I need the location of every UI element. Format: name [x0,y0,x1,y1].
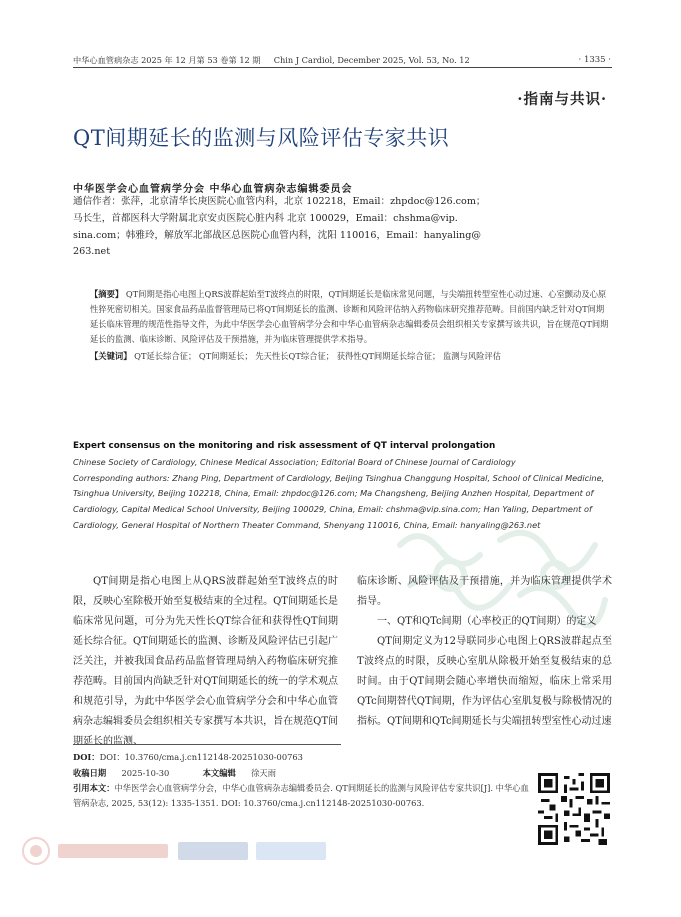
english-title: Expert consensus on the monitoring and risk assessment of QT interval prolongation [73,441,496,451]
qr-code-icon[interactable] [538,773,610,845]
article-title: QT间期延长的监测与风险评估专家共识 [73,126,450,150]
journal-cn: 中华心血管病杂志 2025 年 12 月第 53 卷第 12 期 [73,55,261,65]
english-org: Chinese Society of Cardiology, Chinese Medical Association; Editorial Board of Chinese Journal of Cardiology [73,456,516,467]
received-date: 2025-10-30 [121,768,170,778]
corresp-line: sina.com；韩雅玲，解放军北部战区总医院心血管内科，沈阳 110016，Email：hanyaling@ [73,229,481,241]
cite-label: 引用本文： [73,783,115,793]
abstract-label: 【摘要】 [90,289,124,299]
english-corresponding: Corresponding authors: Zhang Ping, Department of Cardiology, Beijing Tsinghua Changgung Hospital, School of Clinical Medicine, Tsinghua University, Beijing 102218, China, Email: zhpdoc@126.com; Ma Changsheng, Beijing Anzhen Hospital, Department of Cardiology, Capital Medical School University, Beijing 100029, China, Email: chshma@vip.sina.com; Han Yaling, Department of Cardiology, General Hospital of Northern Theater Command, Shenyang 110016, China, Email: hanyaling@263.net [73,472,605,530]
publisher-logo-icon [8,836,338,866]
body-paragraph: 临床诊断、风险评估及干预措施，并为临床管理提供学术指导。 [357,576,612,607]
abstract-cn [90,287,610,364]
journal-en: Chin J Cardiol, December 2025, Vol. 53, No. 12 [273,55,470,65]
body-paragraph: QT间期定义为12导联同步心电图上QRS波群起点至T波终点的时限，反映心室肌从除极开始至复极结束的总时间。由于QT间期会随心率增快而缩短，临床上常采用QTc间期替代QT间期，作为评估心室肌复极与除极情况的指标。QT间期和QTc间期延长与尖端扭转型室性心动过速 [357,636,612,727]
editor-name: 徐天雨 [251,768,276,778]
body-column-right [357,572,612,732]
body-paragraph: QT间期是指心电图上从QRS波群起始至T波终点的时限，反映心室除极开始至复极结束的全过程。QT间期延长是临床常见问题，可分为先天性长QT综合征和获得性QT间期延长综合征。QT间期延长的监测、诊断及风险评估已引起广泛关注，并被我国食品药品监督管理局纳入药物临床研究推荐范畴。目前国内尚缺乏针对QT间期延长的统一的学术观点和规范引导，为此中华医学会心血管病学分会和中华心血管病杂志编辑委员会组织相关专家撰写本共识，旨在规范QT间期延长的监测、 [73,576,338,747]
dates-line [73,766,533,781]
author-groups: 中华医学会心血管病学分会 中华心血管病杂志编辑委员会 [73,184,353,195]
cite-text: 中华医学会心血管病学分会，中华心血管病杂志编辑委员会. QT间期延长的监测与风险评估专家共识[J]. 中华心血管病杂志, 2025, 53(12): 1335-1351. DOI: 10.3760/cma.j.cn112148-20251030-00763. [73,783,529,808]
received-label: 收稿日期 [73,768,107,778]
corresp-line: 通信作者：张萍，北京清华长庚医院心血管内科，北京 102218，Email：zhpdoc@126.com； [73,196,486,207]
doi-line: DOI：DOI：10.3760/cma.j.cn112148-20251030-00763 [73,752,303,762]
abstract-text: QT间期是指心电图上QRS波群起始至T波终点的时限，QT间期延长是临床常见问题，与尖端扭转型室性心动过速、心室颤动及心原性猝死密切相关。国家食品药品监督管理局已将QT间期延长的监测、诊断和风险评估纳入药物临床研究推荐范畴。目前国内缺乏针对QT间期延长临床管理的规范性指导文件，为此中华医学会心血管病学分会和中华心血管病杂志编辑委员会组织相关专家撰写该共识，旨在规范QT间期延长的监测、临床诊断、风险评估及干预措施，并为临床管理提供学术指导。 [90,289,609,344]
corresp-line: 263.net [73,246,111,258]
running-header [73,55,470,66]
header-divider [73,67,612,68]
corresponding-authors [73,194,613,261]
keywords-label: 【关键词】 [90,351,132,361]
doi-value: DOI：10.3760/cma.j.cn112148-20251030-00763 [99,752,303,762]
body-column-left [73,572,338,752]
section-heading: 一、QT和QTc间期（心率校正的QT间期）的定义 [377,616,597,627]
page-number: · 1335 · [578,55,611,65]
section-tag: ·指南与共识· [517,91,607,108]
citation [73,781,533,810]
keywords-text: QT延长综合征； QT间期延长； 先天性长QT综合征； 获得性QT间期延长综合征； 监测与风险评估 [134,351,502,361]
footnote-divider [73,744,341,745]
corresp-line: 马长生，首都医科大学附属北京安贞医院心脏内科 北京 100029，Email：chshma@vip. [73,212,458,224]
editor-label: 本文编辑 [202,768,236,778]
